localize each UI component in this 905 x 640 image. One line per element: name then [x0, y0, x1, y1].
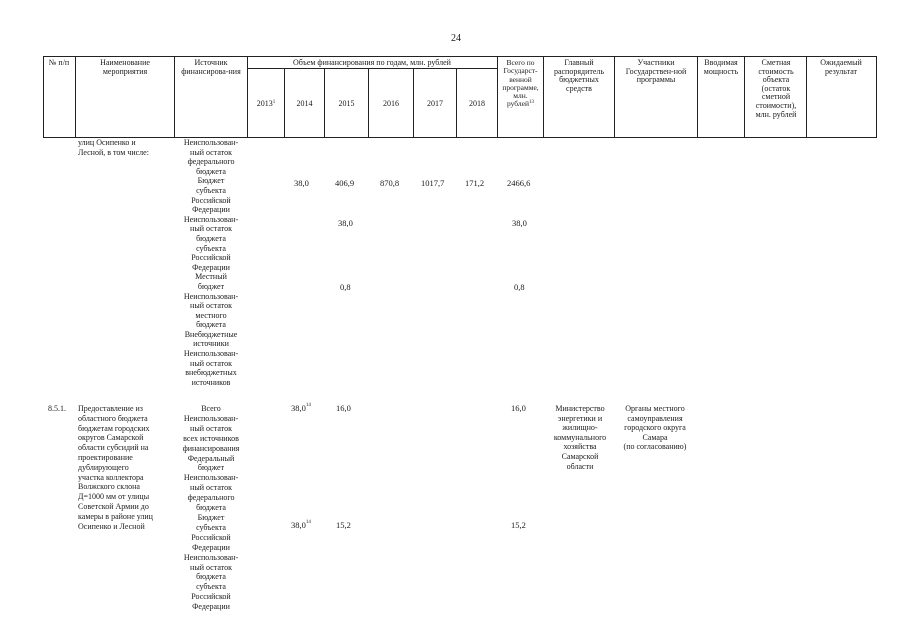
s2-total-total: 16,0	[511, 403, 526, 413]
section1-name: улиц Осипенко и Лесной, в том числе:	[78, 138, 149, 157]
header-year-2018: 2018	[469, 99, 485, 108]
s1-local-2015: 0,8	[340, 282, 351, 292]
header-result: Ожидаемый результат	[820, 58, 862, 76]
header-name: Наименование мероприятия	[100, 58, 150, 76]
s1-local-total: 0,8	[514, 282, 525, 292]
s1-subject-2014: 38,0	[294, 178, 309, 188]
s1-unused-subject-2015: 38,0	[338, 218, 353, 228]
page-number: 24	[451, 33, 461, 44]
s1-subject-2016: 870,8	[380, 178, 400, 188]
header-year-2015: 2015	[338, 99, 355, 108]
section1-source-list: Неиспользован- ный остаток федерального бюджета Бюджет субъекта Российской Федерации Неиспользован- ный остаток бюджета субъекта Российской Федерации Местный бюджет Неиспользован- ный остаток местного бюджета Внебюджетные источники Неиспользован- ный остаток внебюджетных источников	[183, 138, 239, 387]
header-total: Всего по Государст- венной программе, млн. рублей$^{13}$	[502, 58, 539, 109]
header-main-manager: Главный распорядитель бюджетных средств	[553, 58, 605, 93]
s1-subject-total: 2466,6	[507, 178, 531, 188]
header-estimate: Сметная стоимость объекта (остаток сметной стоимости), млн. рублей	[755, 58, 797, 119]
s2-subject-2014: 38,0$^{14}$	[291, 520, 311, 530]
section2-number: 8.5.1.	[48, 404, 66, 413]
section2-main-manager: Министерство энергетики и жилищно- коммунального хозяйства Самарской области	[553, 404, 607, 471]
s1-unused-subject-total: 38,0	[512, 218, 527, 228]
s1-subject-2015: 406,9	[335, 178, 355, 188]
s2-subject-2015: 15,2	[336, 520, 351, 530]
section2-name: Предоставление из областного бюджета бюджетам городских округов Самарской области субсидий на проектирование дублирующего участка коллектора Волжского склона Д=1000 мм от улицы Советской Армии до камеры в районе улиц Осипенко и Лесной	[78, 404, 153, 531]
header-capacity: Вводимая мощность	[703, 58, 739, 76]
header-financing-group: Объем финансирования по годам, млн. рублей	[293, 58, 451, 67]
header-participants: Участники Государствен-ной программы	[625, 58, 687, 85]
header-year-2017: 2017	[427, 99, 443, 108]
s1-subject-2018: 171,2	[465, 178, 485, 188]
header-num: № п/п	[48, 58, 70, 67]
section2-participants: Органы местного самоуправления городского округа Самара (по согласованию)	[623, 404, 687, 452]
header-year-2016: 2016	[383, 99, 399, 108]
s2-subject-total: 15,2	[511, 520, 526, 530]
header-source: Источник финансирова-ния	[181, 58, 241, 76]
s2-total-2014: 38,0$^{14}$	[291, 403, 311, 413]
header-year-2013: 2013$^1$	[256, 99, 276, 108]
section2-source-list: Всего Неиспользован- ный остаток всех источников финансирования Федеральный бюджет Неиспользован- ный остаток федерального бюджета Бюджет субъекта Российской Федерации Неиспользован- ный остаток бюджета субъекта Российской Федерации	[182, 404, 240, 612]
header-year-2014: 2014	[296, 99, 313, 108]
s2-total-2015: 16,0	[336, 403, 351, 413]
s1-subject-2017: 1017,7	[421, 178, 445, 188]
